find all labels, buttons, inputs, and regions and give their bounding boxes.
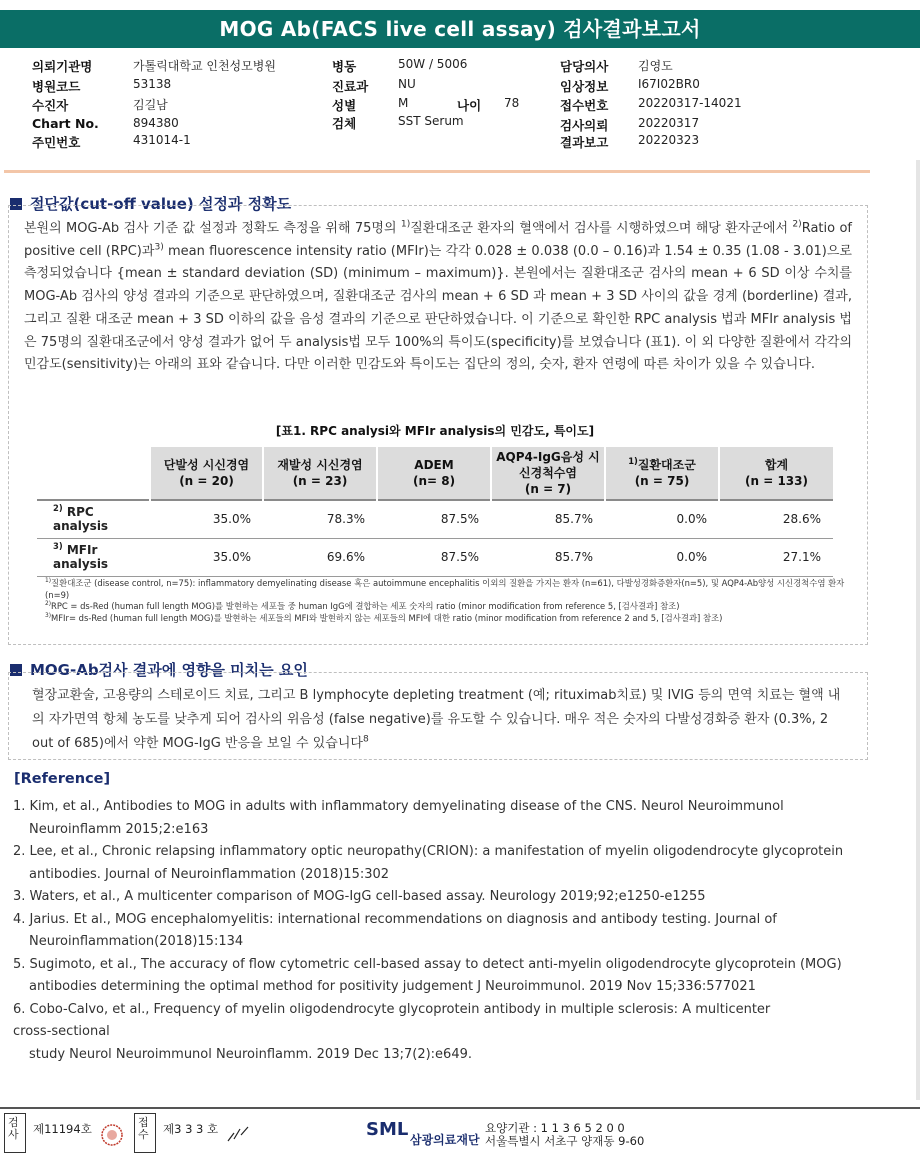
- section-factors-title: MOG-Ab검사 결과에 영향을 미치는 요인: [10, 659, 308, 680]
- hospital-code-label: 병원코드: [32, 79, 81, 94]
- specimen-label: 검체: [332, 116, 357, 131]
- signature-icon: [226, 1125, 254, 1143]
- receipt-no-label: 접수번호: [560, 98, 609, 113]
- report-title: MOG Ab(FACS live cell assay) 검사결과보고서: [0, 10, 920, 48]
- request-date-value: 20220317: [638, 116, 700, 130]
- scrollbar[interactable]: [916, 160, 920, 1100]
- table-cell: 85.7%: [491, 500, 605, 538]
- table-footnotes: [45, 578, 845, 624]
- table-corner: [37, 447, 150, 500]
- report-date-value: 20220323: [638, 133, 700, 147]
- table-cell: 28.6%: [719, 500, 833, 538]
- sex-label: 성별: [332, 98, 357, 113]
- footnote: $^{2)}$RPC = ds-Red (human full length MOG)를 발현하는 세포들 중 human IgG에 결합하는 세포 숫자의 ratio (minor modification from reference 5, [검사결과] 참조): [45, 601, 680, 611]
- chart-no-label: Chart No.: [32, 116, 99, 131]
- reference-item: 5. Sugimoto, et al., The accuracy of flow cytometric cell-based assay to detect anti-myelin oligodendrocyte glycoprotein (MOG) antibodies determining the optimal method for positivity judgement J Neuroimmunol. 2019 Nov 15;336:577021: [13, 956, 842, 994]
- footer: [0, 1109, 920, 1176]
- report-date-label: 결과보고: [560, 135, 609, 150]
- section-factors-paragraph: 혈장교환술, 고용량의 스테로이드 치료, 그리고 B lymphocyte depleting treatment (예; rituximab치료) 및 IVIG 등의 면역 치료는 혈액 내의 자가면역 항체 농도를 낮추게 되어 검사의 위음성 (false negative)를 유도할 수 있습니다. 매우 적은 숫자의 다발성경화증 환자 (0.3%, 2 out of 685)에서 약한 MOG-IgG 반응을 보일 수 있습니다$^8$: [32, 688, 841, 751]
- section-cutoff-title: 절단값(cut-off value) 설정과 정확도: [10, 193, 291, 214]
- specimen-value: SST Serum: [398, 114, 464, 128]
- clinical-info-label: 임상정보: [560, 79, 609, 94]
- reference-item: 2. Lee, et al., Chronic relapsing inflammatory optic neuropathy(CRION): a manifestation of myelin oligodendrocyte glycoprotein antibodies. Journal of Neuroinflammation (2018)15:302: [13, 844, 844, 882]
- table-cell: 0.0%: [605, 500, 719, 538]
- col-header: $^{1)}$질환대조군 (n = 75): [605, 447, 719, 500]
- brand-logo: SML: [366, 1119, 409, 1140]
- recv-number: 제3 3 3 호: [163, 1122, 219, 1136]
- age-value: 78: [504, 96, 520, 110]
- ward-label: 병동: [332, 59, 357, 74]
- section-cutoff-paragraph: 본원의 MOG-Ab 검사 기준 값 설정과 정확도 측정을 위해 75명의 $^{1)}$질환대조군 환자의 혈액에서 검사를 시행하였으며 해당 환자군에서 $^{2)}$Ratio of positive cell (RPC)과$^{3)}$ mean fluorescence intensity ratio (MFIr)는 각각 0.028 ± 0.038 (0.0 – 0.16)과 1.54 ± 0.35 (1.08 - 3.01)으로 측정되었습니다 {mean ± standard deviation (SD) (minimum – maximum)}. 본원에서는 질환대조군 검사의 mean + 6 SD 이상 수치를 MOG-Ab 검사의 양성 결과의 기준으로 판단하였으며, 질환대조군 검사의 mean + 6 SD 과 mean + 3 SD 사이의 값을 경계 (borderline) 결과, 그리고 질환 대조군 mean + 3 SD 이하의 값을 음성 결과의 기준으로 판단하였습니다. 이 기준으로 확인한 RPC analysis 법과 MFIr analysis 법은 75명의 질환대조군에서 양성 결과가 없어 두 analysis법 모두 100%의 특이도(specificity)를 보였습니다 (표1). 이 외 다양한 질환에서 각각의 민감도(sensitivity)는 아래의 표와 같습니다. 다만 이러한 민감도와 특이도는 집단의 정의, 숫자, 환자 연령에 따른 차이가 있을 수 있습니다.: [24, 219, 852, 373]
- row-label: $^{3)}$ MFIr analysis: [37, 538, 150, 576]
- seal-stamp-icon: [96, 1123, 128, 1147]
- table-cell: 87.5%: [377, 538, 491, 576]
- table-row: [37, 538, 833, 576]
- cert-label: 검사: [8, 1116, 19, 1141]
- col-header: 단발성 시신경염 (n = 20): [150, 447, 263, 500]
- resident-no-value: 431014-1: [133, 133, 191, 147]
- reference-item: 4. Jarius. Et al., MOG encephalomyelitis: international recommendations on diagnosis and antibody testing. Journal of Neuroinflammation(2018)15:134: [13, 911, 777, 949]
- address: 서울특별시 서초구 양재동 9-60: [485, 1134, 645, 1148]
- table-cell: 0.0%: [605, 538, 719, 576]
- reference-item: study Neurol Neuroimmunol Neuroinflamm. 2019 Dec 13;7(2):e649.: [29, 1046, 473, 1062]
- footnote: $^{3)}$MFIr= ds-Red (human full length MOG)를 발현하는 세포들의 MFI와 발현하지 않는 세포들의 MFI에 대한 ratio (minor modification from reference 2 and 5, [검사결과] 참조): [45, 612, 723, 623]
- table-cell: 87.5%: [377, 500, 491, 538]
- sensitivity-table: [37, 447, 833, 577]
- reference-item: 6. Cobo-Calvo, et al., Frequency of myelin oligodendrocyte glycoprotein antibody in multiple sclerosis: A multicenter cross-sectional: [13, 1001, 771, 1039]
- org-name: 삼광의료재단: [410, 1133, 480, 1147]
- doctor-value: 김영도: [638, 59, 673, 73]
- table-cell: 27.1%: [719, 538, 833, 576]
- table-cell: 85.7%: [491, 538, 605, 576]
- recv-label: 접수: [138, 1116, 149, 1141]
- clinical-info-value: I67I02BR0: [638, 77, 700, 91]
- table-row: [37, 500, 833, 538]
- col-header: 재발성 시신경염 (n = 23): [263, 447, 377, 500]
- hospital-value: 가톨릭대학교 인천성모병원: [133, 59, 276, 73]
- header-divider: [4, 170, 870, 173]
- department-value: NU: [398, 77, 416, 91]
- references-title: [Reference]: [14, 771, 111, 787]
- age-label: 나이: [457, 98, 482, 113]
- references-list: [13, 796, 863, 1066]
- chart-no-value: 894380: [133, 116, 179, 130]
- sex-value: M: [398, 96, 409, 110]
- table-caption: [표1. RPC analysi와 MFIr analysis의 민감도, 특이도]: [275, 424, 595, 438]
- patient-info-block: [0, 55, 920, 155]
- row-label: $^{2)}$ RPC analysis: [37, 500, 150, 538]
- reference-item: 1. Kim, et al., Antibodies to MOG in adults with inflammatory demyelinating disease of the CNS. Neurol Neuroimmunol Neuroinflamm 2015;2:e163: [13, 799, 784, 837]
- doctor-label: 담당의사: [560, 59, 609, 74]
- request-date-label: 검사의뢰: [560, 118, 609, 133]
- col-header: AQP4-IgG음성 시신경척수염 (n = 7): [491, 447, 605, 500]
- table-cell: 35.0%: [150, 538, 263, 576]
- table-cell: 35.0%: [150, 500, 263, 538]
- hospital-code-value: 53138: [133, 77, 172, 91]
- hospital-label: 의뢰기관명: [32, 59, 93, 74]
- reference-item: 3. Waters, et al., A multicenter comparison of MOG-IgG cell-based assay. Neurology 2019;92;e1250-e1255: [13, 889, 706, 904]
- col-header: 합계 (n = 133): [719, 447, 833, 500]
- table-cell: 78.3%: [263, 500, 377, 538]
- care-code: 요양기관 : 1 1 3 6 5 2 0 0: [485, 1121, 625, 1135]
- ward-value: 50W / 5006: [398, 57, 468, 71]
- table-cell: 69.6%: [263, 538, 377, 576]
- department-label: 진료과: [332, 79, 369, 94]
- col-header: ADEM (n= 8): [377, 447, 491, 500]
- patient-value: 김길남: [133, 98, 168, 112]
- footnote: $^{1)}$질환대조군 (disease control, n=75): inflammatory demyelinating disease 혹은 autoimmune encephalitis 이외의 질환을 가지는 환자 (n=61), 다발성경화증환자(n=5), 및 AQP4-Ab양성 시신경척수염 환자(n=9): [45, 578, 845, 600]
- patient-label: 수진자: [32, 98, 69, 113]
- cert-number: 제11194호: [33, 1122, 92, 1136]
- receipt-no-value: 20220317-14021: [638, 96, 742, 110]
- resident-no-label: 주민번호: [32, 135, 81, 150]
